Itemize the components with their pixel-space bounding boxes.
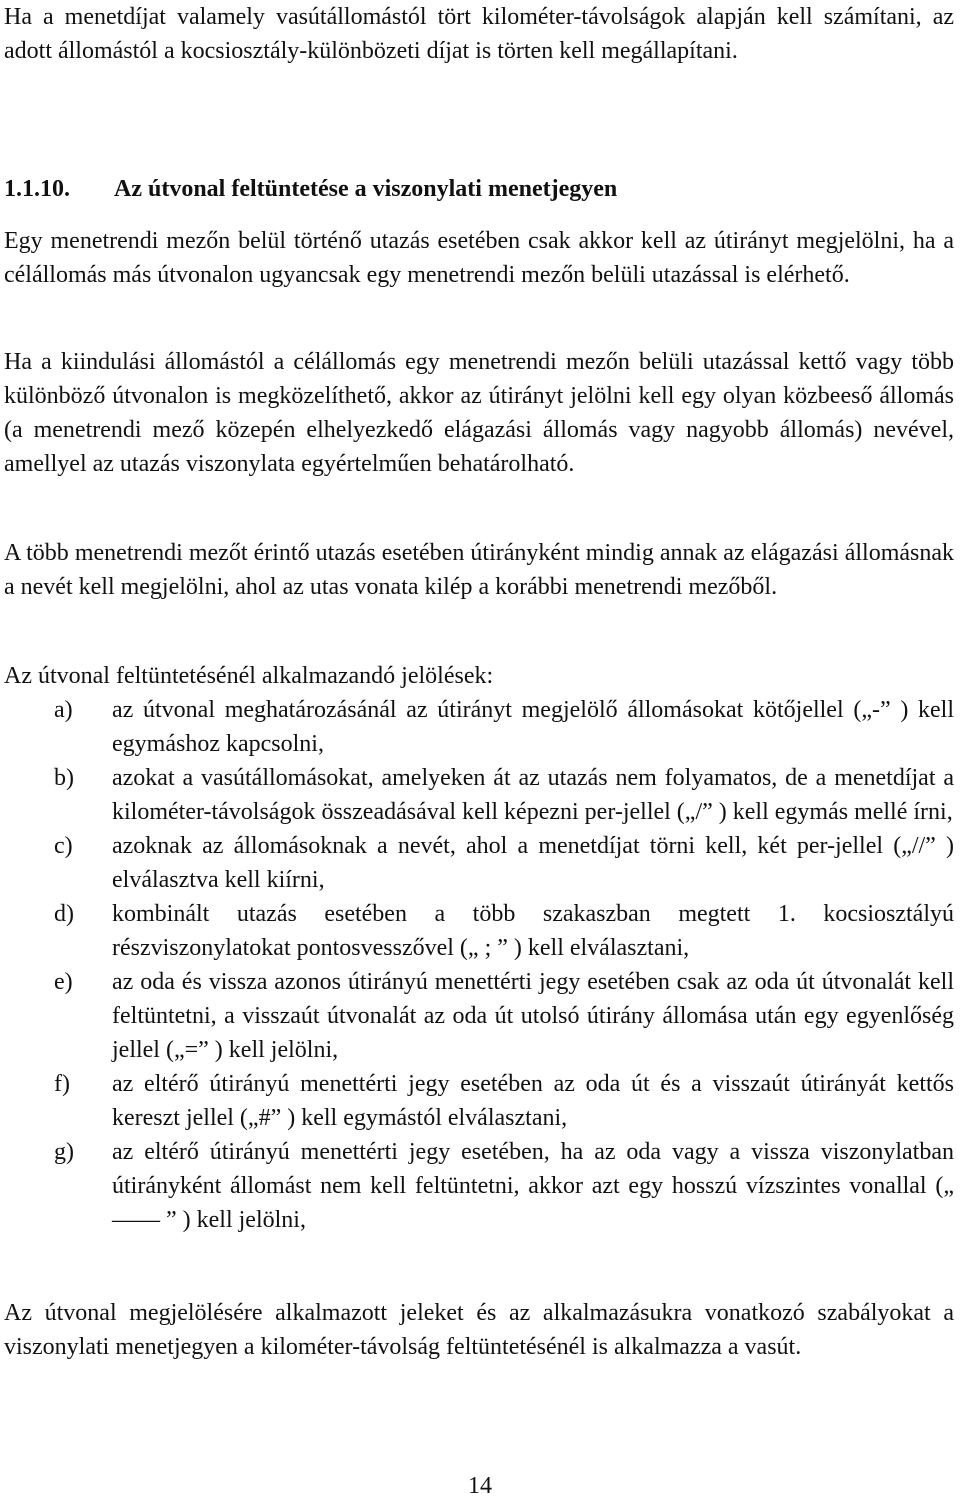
section-number: 1.1.10. (4, 176, 70, 202)
list-item (4, 897, 954, 965)
list-item-label: c) (54, 833, 73, 859)
list-item-label: b) (54, 765, 74, 791)
list-item-text: kombinált utazás esetében a több szakaszban megtett 1. kocsiosztályú részviszonylatokat pontosvesszővel („ ; ” ) kell elválasztani, (112, 901, 954, 961)
section-heading (4, 172, 954, 206)
list-item-text: azokat a vasútállomásokat, amelyeken át az utazás nem folyamatos, de a menetdíjat a kilométer-távolságok összeadásával kell képezni per-jellel („/” ) kell egymás mellé írni, (112, 765, 954, 825)
list-item (4, 829, 954, 897)
list-item-label: d) (54, 901, 74, 927)
section-title: Az útvonal feltüntetése a viszonylati menetjegyen (114, 176, 618, 202)
list-item-text: azoknak az állomásoknak a nevét, ahol a menetdíjat törni kell, két per-jellel („//” ) elválasztva kell kiírni, (112, 833, 954, 893)
list-item-text: az oda és vissza azonos útirányú menettérti jegy esetében csak az oda út útvonalát kell feltüntetni, a visszaút útvonalát az oda út utolsó útirány állomása után egy egyenlőség jellel („=” ) kell jelölni, (112, 969, 954, 1063)
list-item (4, 965, 954, 1067)
page-number: 14 (468, 1473, 492, 1499)
list-item-label: a) (54, 697, 73, 723)
closing-paragraph: Az útvonal megjelölésére alkalmazott jeleket és az alkalmazásukra vonatkozó szabályokat a viszonylati menetjegyen a kilométer-távolság feltüntetésénél is alkalmazza a vasút. (4, 1300, 954, 1360)
list-item-text: az útvonal meghatározásánál az útirányt megjelölő állomásokat kötőjellel („-” ) kell egymáshoz kapcsolni, (112, 697, 954, 757)
list-item (4, 1135, 954, 1237)
paragraph-single-field: Egy menetrendi mezőn belül történő utazás esetében csak akkor kell az útirányt megjelölni, ha a célállomás más útvonalon ugyancsak egy menetrendi mezőn belüli utazással is elérhető. (4, 228, 954, 288)
list-item-text: az eltérő útirányú menettérti jegy esetében, ha az oda vagy a vissza viszonylatban útirányként állomást nem kell feltüntetni, akkor azt egy hosszú vízszintes vonallal („ —— ” ) kell jelölni, (112, 1139, 954, 1233)
list-item (4, 761, 954, 829)
list-item-label: f) (54, 1071, 70, 1097)
paragraph-multiple-routes: Ha a kiindulási állomástól a célállomás egy menetrendi mezőn belüli utazással kettő vagy több különböző útvonalon is megközelíthető, akkor az útirányt jelölni kell egy olyan közbeeső állomás (a menetrendi mező közepén elhelyezkedő elágazási állomás vagy nagyobb állomás) nevével, amellyel az utazás viszonylata egyértelműen behatárolható. (4, 349, 954, 477)
list-item (4, 693, 954, 761)
list-item-label: e) (54, 969, 73, 995)
list-item-label: g) (54, 1139, 74, 1165)
paragraph-multiple-fields: A több menetrendi mezőt érintő utazás esetében útirányként mindig annak az elágazási állomásnak a nevét kell megjelölni, ahol az utas vonata kilép a korábbi menetrendi mezőből. (4, 540, 954, 600)
list-item (4, 1067, 954, 1135)
intro-paragraph: Ha a menetdíjat valamely vasútállomástól tört kilométer-távolságok alapján kell számítani, az adott állomástól a kocsiosztály-különbözeti díjat is törten kell megállapítani. (4, 4, 954, 64)
markings-list (4, 693, 954, 1237)
list-item-text: az eltérő útirányú menettérti jegy esetében az oda út és a visszaút útirányát kettős kereszt jellel („#” ) kell egymástól elválasztani, (112, 1071, 954, 1131)
markings-intro: Az útvonal feltüntetésénél alkalmazandó jelölések: (4, 663, 494, 689)
